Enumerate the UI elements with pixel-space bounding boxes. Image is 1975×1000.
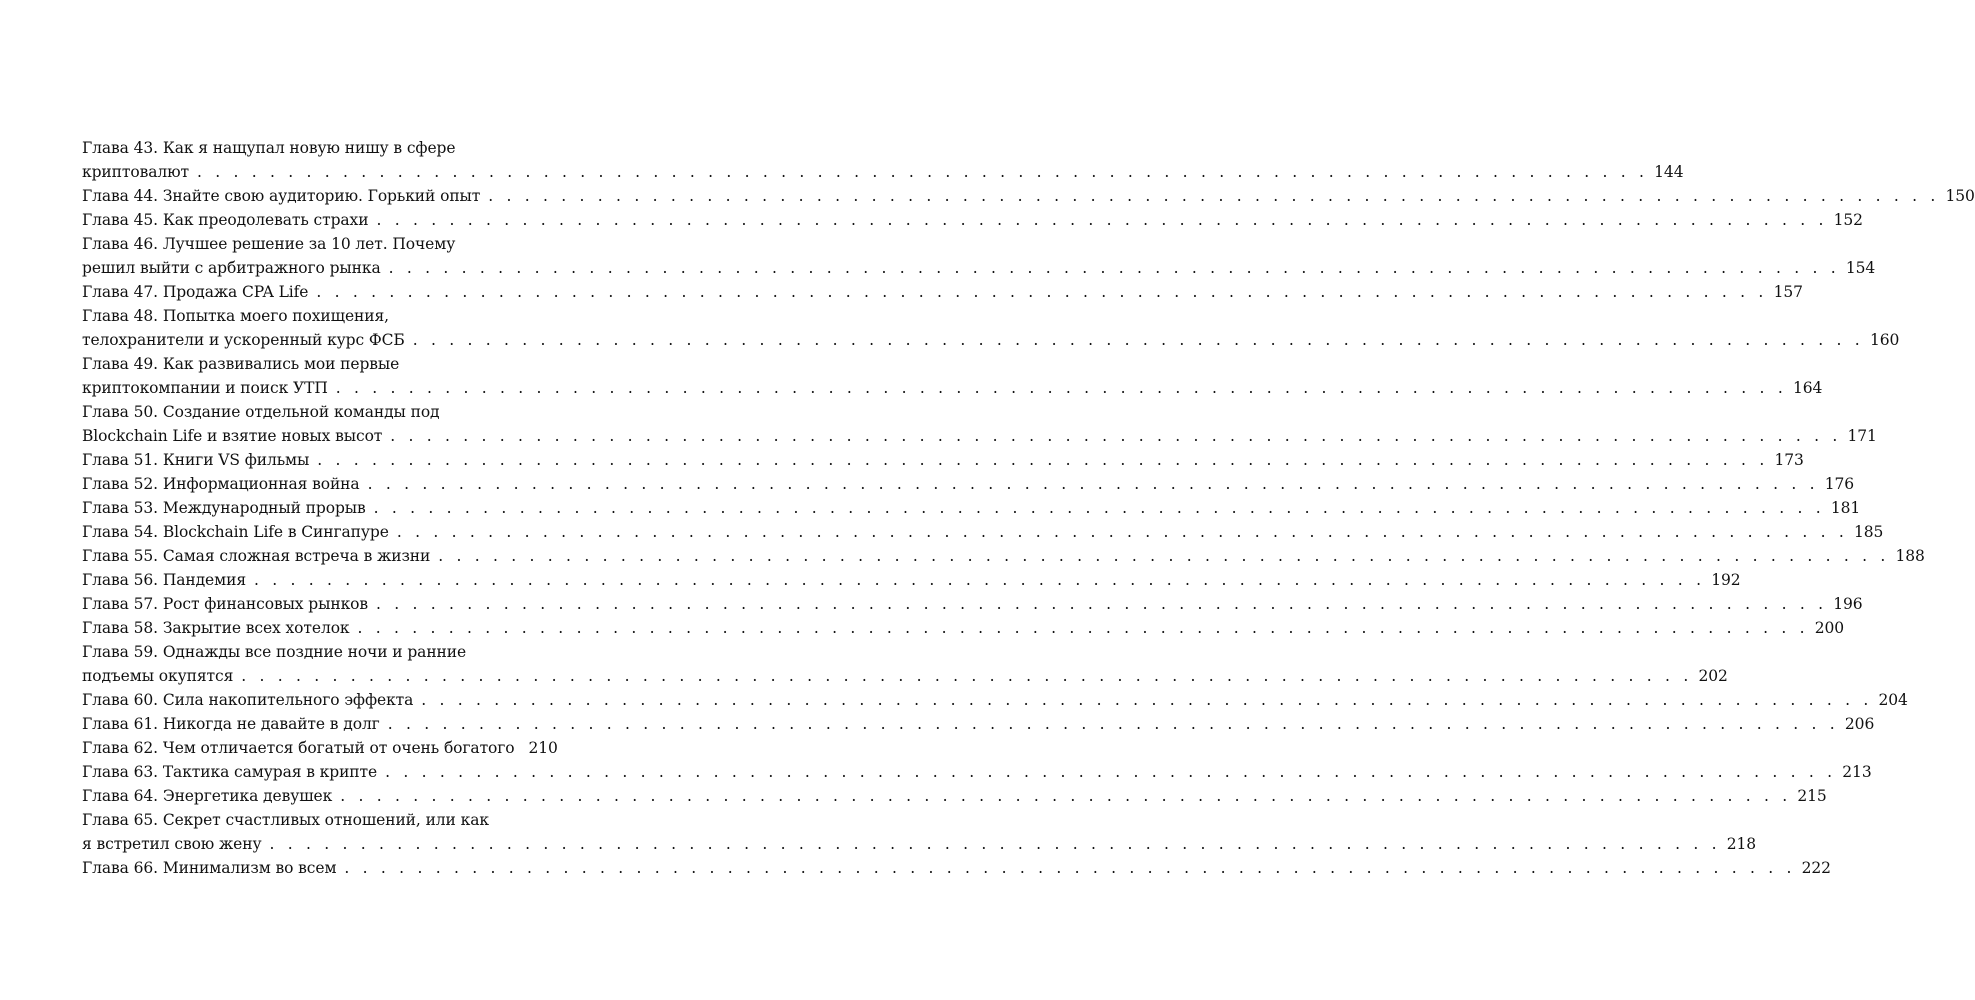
toc-entry-page-number: 181 [1830, 499, 1861, 517]
dot-leader: . . . . . . . . . . . . . . . . . . . . . . . . . . . . . . . . . . . . . . . . . . . . . . . . . . . . . . . . . . . . . . . . . . . . . . . . . . . . . . . . [316, 283, 1768, 301]
toc-entry-row [82, 424, 1877, 448]
toc-entry-row [82, 256, 1876, 280]
toc-entry [82, 448, 1804, 472]
dot-leader: . . . . . . . . . . . . . . . . . . . . . . . . . . . . . . . . . . . . . . . . . . . . . . . . . . . . . . . . . . . . . . . . . . . . . . . . . . . . . . . . [385, 763, 1837, 781]
toc-entry-page-number: 204 [1878, 691, 1908, 709]
toc-entry-row [82, 856, 1831, 880]
toc-entry [82, 760, 1872, 784]
dot-leader: . . . . . . . . . . . . . . . . . . . . . . . . . . . . . . . . . . . . . . . . . . . . . . . . . . . . . . . . . . . . . . . . . . . . . . . . . . . . . . . . [388, 259, 1840, 277]
toc-entry-title-line: Глава 66. Минимализм во всем [82, 859, 337, 877]
toc-entry-title-line: Глава 61. Никогда не давайте в долг [82, 715, 380, 733]
toc-entry-row [82, 280, 1803, 304]
dot-leader: . . . . . . . . . . . . . . . . . . . . . . . . . . . . . . . . . . . . . . . . . . . . . . . . . . . . . . . . . . . . . . . . . . . . . . . . . . . . . . . . [396, 523, 1849, 541]
toc-entry-row [82, 568, 1741, 592]
toc-entry [82, 616, 1845, 640]
toc-entry-row [82, 592, 1863, 616]
toc-entry [82, 712, 1875, 736]
dot-leader: . . . . . . . . . . . . . . . . . . . . . . . . . . . . . . . . . . . . . . . . . . . . . . . . . . . . . . . . . . . . . . . . . . . . . . . . . . . . . . . . [254, 571, 1706, 589]
toc-entry-page-number: 176 [1824, 475, 1855, 493]
toc-entry-page-number: 154 [1845, 259, 1876, 277]
toc-entry-page-number: 157 [1773, 283, 1803, 301]
toc-entry [82, 784, 1827, 808]
toc-entry [82, 232, 1876, 280]
toc-entry-row [82, 544, 1925, 568]
toc-entry-row [82, 184, 1975, 208]
toc-entry-row [82, 208, 1863, 232]
toc-entry-page-number: 164 [1792, 379, 1823, 397]
toc-entry-row [82, 376, 1823, 400]
dot-leader: . . . . . . . . . . . . . . . . . . . . . . . . . . . . . . . . . . . . . . . . . . . . . . . . . . . . . . . . . . . . . . . . . . . . . . . . . . . . . . . . [357, 619, 1809, 637]
toc-entry-title-line: Глава 54. Blockchain Life в Сингапуре [82, 523, 389, 541]
toc-entry-row [82, 160, 1684, 184]
toc-entry-title-line: Глава 57. Рост финансовых рынков [82, 595, 369, 613]
toc-entry [82, 544, 1925, 568]
toc-entry-title-line: Глава 49. Как развивались мои первые [82, 355, 400, 373]
toc-entry-page-number: 152 [1833, 211, 1863, 229]
toc-entry [82, 496, 1861, 520]
table-of-contents [82, 136, 1975, 880]
toc-entry-page-number: 215 [1797, 787, 1827, 805]
dot-leader: . . . . . . . . . . . . . . . . . . . . . . . . . . . . . . . . . . . . . . . . . . . . . . . . . . . . . . . . . . . . . . . . . . . . . . . . . . . . . . . . [376, 595, 1828, 613]
toc-entry-title-line: Глава 59. Однажды все поздние ночи и ранние [82, 643, 467, 661]
toc-entry-page-number: 200 [1814, 619, 1845, 637]
dot-leader: . . . . . . . . . . . . . . . . . . . . . . . . . . . . . . . . . . . . . . . . . . . . . . . . . . . . . . . . . . . . . . . . . . . . . . . . . . . . . . . . [438, 547, 1890, 565]
dot-leader: . . . . . . . . . . . . . . . . . . . . . . . . . . . . . . . . . . . . . . . . . . . . . . . . . . . . . . . . . . . . . . . . . . . . . . . . . . . . . . . . [376, 211, 1828, 229]
toc-entry-page-number: 218 [1726, 835, 1757, 853]
toc-entry-page-number: 196 [1833, 595, 1863, 613]
toc-entry [82, 568, 1741, 592]
toc-entry-row [82, 328, 1900, 352]
dot-leader: . . . . . . . . . . . . . . . . . . . . . . . . . . . . . . . . . . . . . . . . . . . . . . . . . . . . . . . . . . . . . . . . . . . . . . . . . . . . . . . . [488, 187, 1940, 205]
toc-entry-title-line: Глава 65. Секрет счастливых отношений, или как [82, 811, 489, 829]
toc-entry-title-line: я встретил свою жену [82, 835, 262, 853]
toc-entry-row [82, 472, 1855, 496]
toc-entry-row [82, 520, 1884, 544]
toc-entry-title-line: Глава 56. Пандемия [82, 571, 246, 589]
toc-entry-row [82, 664, 1728, 688]
toc-entry-page-number: 173 [1774, 451, 1804, 469]
dot-leader: . . . . . . . . . . . . . . . . . . . . . . . . . . . . . . . . . . . . . . . . . . . . . . . . . . . . . . . . . . . . . . . . . . . . . . . . . . . . . . . . [340, 787, 1792, 805]
toc-entry-row [82, 832, 1757, 856]
toc-entry [82, 280, 1803, 304]
toc-entry [82, 688, 1908, 712]
toc-entry-row [82, 784, 1827, 808]
toc-entry [82, 856, 1831, 880]
toc-entry-title-line: Глава 48. Попытка моего похищения, [82, 307, 389, 325]
toc-entry-row [82, 616, 1845, 640]
toc-entry-page-number: 210 [528, 739, 558, 757]
toc-entry-title-line: подъемы окупятся [82, 667, 234, 685]
toc-entry-row [82, 496, 1861, 520]
toc-entry-title-line: телохранители и ускоренный курс ФСБ [82, 331, 405, 349]
toc-entry-page-number: 213 [1842, 763, 1872, 781]
toc-entry [82, 640, 1728, 688]
toc-entry-title-line: Глава 43. Как я нащупал новую нишу в сфере [82, 139, 456, 157]
dot-leader: . . . . . . . . . . . . . . . . . . . . . . . . . . . . . . . . . . . . . . . . . . . . . . . . . . . . . . . . . . . . . . . . . . . . . . . . . . . . . . . . [269, 835, 1721, 853]
toc-entry-title-line: Глава 47. Продажа CPA Life [82, 283, 309, 301]
toc-entry-title-line: Глава 62. Чем отличается богатый от очень богатого [82, 739, 515, 757]
toc-entry-row [82, 688, 1908, 712]
toc-entry [82, 472, 1855, 496]
toc-entry [82, 208, 1863, 232]
dot-leader: . . . . . . . . . . . . . . . . . . . . . . . . . . . . . . . . . . . . . . . . . . . . . . . . . . . . . . . . . . . . . . . . . . . . . . . . . . . . . . . . [335, 379, 1787, 397]
toc-entry-page-number: 171 [1847, 427, 1877, 445]
toc-entry-title-line: Глава 50. Создание отдельной команды под [82, 403, 440, 421]
dot-leader: . . . . . . . . . . . . . . . . . . . . . . . . . . . . . . . . . . . . . . . . . . . . . . . . . . . . . . . . . . . . . . . . . . . . . . . . . . . . . . . . [344, 859, 1796, 877]
dot-leader: . . . . . . . . . . . . . . . . . . . . . . . . . . . . . . . . . . . . . . . . . . . . . . . . . . . . . . . . . . . . . . . . . . . . . . . . . . . . . . . . [317, 451, 1769, 469]
toc-entry [82, 352, 1823, 400]
toc-entry-page-number: 202 [1698, 667, 1728, 685]
toc-entry [82, 592, 1863, 616]
toc-entry [82, 136, 1684, 184]
toc-entry-page-number: 188 [1895, 547, 1925, 565]
toc-entry-page-number: 160 [1869, 331, 1900, 349]
toc-entry-row [82, 760, 1872, 784]
toc-entry [82, 304, 1900, 352]
dot-leader: . . . . . . . . . . . . . . . . . . . . . . . . . . . . . . . . . . . . . . . . . . . . . . . . . . . . . . . . . . . . . . . . . . . . . . . . . . . . . . . . [373, 499, 1825, 517]
toc-entry-title-line: Глава 53. Международный прорыв [82, 499, 366, 517]
toc-entry-title-line: Глава 46. Лучшее решение за 10 лет. Почему [82, 235, 456, 253]
toc-entry-title-line: Глава 63. Тактика самурая в крипте [82, 763, 378, 781]
dot-leader: . . . . . . . . . . . . . . . . . . . . . . . . . . . . . . . . . . . . . . . . . . . . . . . . . . . . . . . . . . . . . . . . . . . . . . . . . . . . . . . . [367, 475, 1819, 493]
toc-entry [82, 184, 1975, 208]
toc-entry [82, 808, 1757, 856]
dot-leader: . . . . . . . . . . . . . . . . . . . . . . . . . . . . . . . . . . . . . . . . . . . . . . . . . . . . . . . . . . . . . . . . . . . . . . . . . . . . . . . . [390, 427, 1842, 445]
toc-entry-page-number: 192 [1711, 571, 1741, 589]
toc-entry-title-line: криптокомпании и поиск УТП [82, 379, 328, 397]
dot-leader: . . . . . . . . . . . . . . . . . . . . . . . . . . . . . . . . . . . . . . . . . . . . . . . . . . . . . . . . . . . . . . . . . . . . . . . . . . . . . . . . [196, 163, 1649, 181]
toc-entry-row [82, 712, 1875, 736]
toc-entry-title-line: Глава 60. Сила накопительного эффекта [82, 691, 414, 709]
toc-entry-title-line: Глава 55. Самая сложная встреча в жизни [82, 547, 431, 565]
toc-entry-page-number: 150 [1945, 187, 1975, 205]
dot-leader: . . . . . . . . . . . . . . . . . . . . . . . . . . . . . . . . . . . . . . . . . . . . . . . . . . . . . . . . . . . . . . . . . . . . . . . . . . . . . . . . [421, 691, 1873, 709]
toc-entry-row [82, 448, 1804, 472]
toc-entry [82, 520, 1884, 544]
toc-entry-row [82, 736, 558, 760]
dot-leader: . . . . . . . . . . . . . . . . . . . . . . . . . . . . . . . . . . . . . . . . . . . . . . . . . . . . . . . . . . . . . . . . . . . . . . . . . . . . . . . . [412, 331, 1864, 349]
toc-entry-title-line: криптовалют [82, 163, 189, 181]
toc-entry-title-line: Глава 52. Информационная война [82, 475, 360, 493]
toc-entry-title-line: Глава 51. Книги VS фильмы [82, 451, 310, 469]
toc-entry-title-line: Глава 58. Закрытие всех хотелок [82, 619, 350, 637]
toc-entry [82, 400, 1877, 448]
toc-entry-title-line: Глава 44. Знайте свою аудиторию. Горький опыт [82, 187, 481, 205]
toc-entry-title-line: Глава 64. Энергетика девушек [82, 787, 333, 805]
toc-entry-title-line: решил выйти с арбитражного рынка [82, 259, 381, 277]
dot-leader: . . . . . . . . . . . . . . . . . . . . . . . . . . . . . . . . . . . . . . . . . . . . . . . . . . . . . . . . . . . . . . . . . . . . . . . . . . . . . . . . [387, 715, 1839, 733]
toc-entry-page-number: 185 [1854, 523, 1884, 541]
toc-entry-page-number: 144 [1654, 163, 1684, 181]
toc-entry-title-line: Blockchain Life и взятие новых высот [82, 427, 383, 445]
dot-leader: . . . . . . . . . . . . . . . . . . . . . . . . . . . . . . . . . . . . . . . . . . . . . . . . . . . . . . . . . . . . . . . . . . . . . . . . . . . . . . . . [241, 667, 1693, 685]
toc-entry-page-number: 206 [1844, 715, 1875, 733]
toc-entry-page-number: 222 [1801, 859, 1831, 877]
toc-entry [82, 736, 558, 760]
toc-entry-title-line: Глава 45. Как преодолевать страхи [82, 211, 369, 229]
